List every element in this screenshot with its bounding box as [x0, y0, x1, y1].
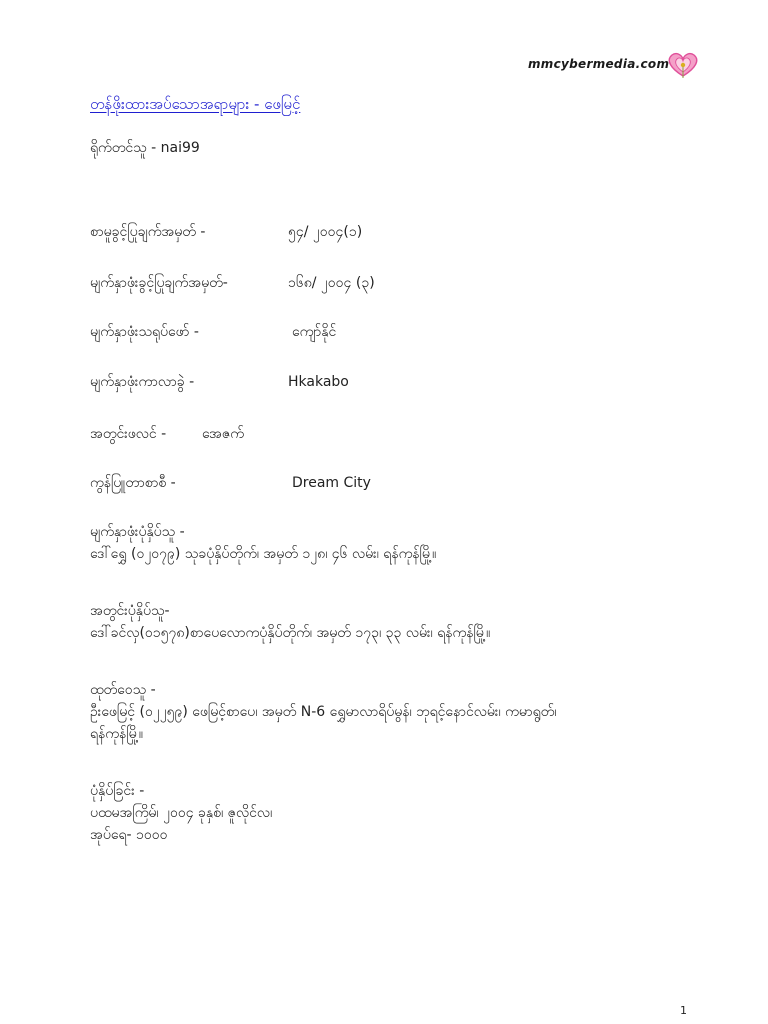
field-label: မျက်နှာဖုံးသရုပ်ဖော် - — [90, 324, 199, 340]
block-text: ဒေါ်ခင်လှ(၀၁၅၇၈)စာပေလောကပုံနှိပ်တိုက်၊ အမှတ် ၁၇၃၊ ၃၃ လမ်း၊ ရန်ကုန်မြို့။ — [90, 625, 491, 641]
block-label: ပုံနှိပ်ခြင်း - — [90, 783, 145, 799]
uploader-line: ရိုက်တင်သူ - nai99 — [90, 140, 200, 156]
block-text: ရန်ကုန်မြို့။ — [90, 726, 143, 742]
block-text: ဦးဖေမြင့် (၀၂၂၅၉) ဖေမြင့်စာပေ၊ အမှတ် N-6 ရွှေမာလာရိပ်မွန်၊ ဘုရင့်နောင်လမ်း၊ ကမာရွတ်၊ — [90, 704, 557, 720]
field-label: ကွန်ပြူတာစာစီ - — [90, 475, 176, 491]
page-number: 1 — [680, 1004, 687, 1017]
heart-flower-icon — [662, 50, 704, 80]
field-value: ၅၄/ ၂၀၀၄(၁) — [288, 224, 363, 240]
field-label: မျက်နှာဖုံးခွင့်ပြုချက်အမှတ်- — [90, 275, 228, 291]
field-value: ၁၆၈/ ၂၀၀၄ (၃) — [288, 275, 375, 291]
field-value: ကျော်နိုင် — [292, 324, 337, 340]
block-text: အုပ်ရေ- ၁၀၀၀ — [90, 827, 168, 843]
field-label: အတွင်းဖလင် - — [90, 426, 167, 442]
block-label: မျက်နှာဖုံးပုံနှိပ်သူ - — [90, 524, 185, 540]
block-text: ဒေါ်ရွှေ (၀၂၀၇၉) သုခပုံနှိပ်တိုက်၊ အမှတ် ၁၂၈၊ ၄၆ လမ်း၊ ရန်ကုန်မြို့။ — [90, 546, 437, 562]
field-value: အေဇက် — [202, 426, 244, 442]
field-value: Hkakabo — [288, 374, 349, 390]
site-name: mmcybermedia.com — [528, 57, 670, 71]
field-value: Dream City — [292, 475, 371, 491]
field-label: စာမူခွင့်ပြုချက်အမှတ် - — [90, 224, 206, 240]
page-title: တန်ဖိုးထားအပ်သောအရာများ - ဖေမြင့် — [90, 95, 301, 113]
field-label: မျက်နှာဖုံးကာလာခွဲ - — [90, 374, 195, 390]
block-label: အတွင်းပုံနှိပ်သူ- — [90, 603, 170, 619]
block-label: ထုတ်ဝေသူ - — [90, 682, 156, 698]
site-header — [500, 52, 740, 82]
block-text: ပထမအကြိမ်၊ ၂၀၀၄ ခုနှစ်၊ ဇူလိုင်လ၊ — [90, 805, 273, 821]
